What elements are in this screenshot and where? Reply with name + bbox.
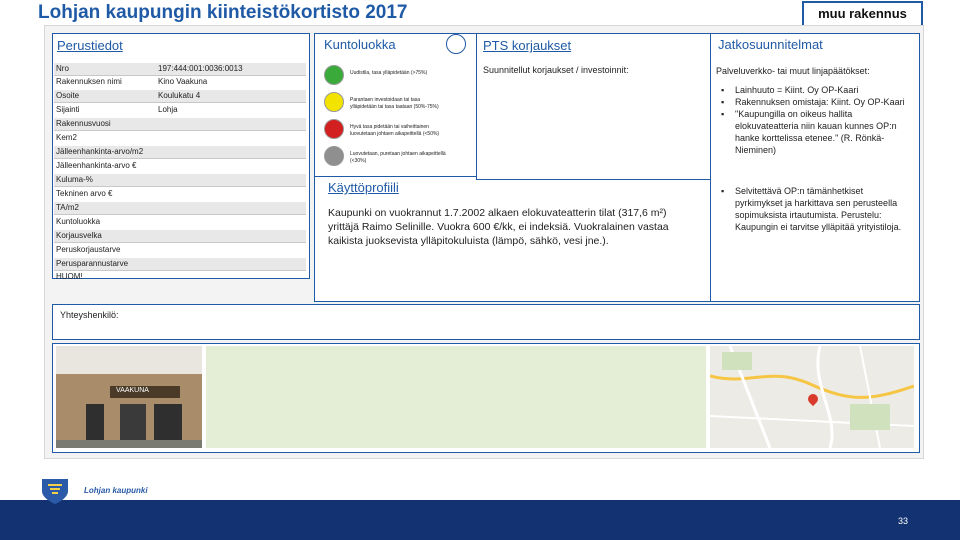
info-key: Jälleenhankinta-arvo €	[56, 161, 137, 170]
footer-bar	[0, 500, 960, 540]
condition-dot-icon	[324, 65, 344, 85]
repairs-heading: PTS korjaukset	[483, 38, 572, 53]
info-row	[54, 160, 306, 172]
plans-list	[719, 84, 905, 156]
page-title: Lohjan kaupungin kiinteistökortisto 2017	[38, 2, 408, 23]
condition-legend-text: Hyvä tasa pidetään tai vaiheittainen luovutetaan johtaen aikapeittellä (<50%)	[350, 124, 440, 137]
info-row	[54, 174, 306, 187]
usage-heading: Käyttöprofiili	[328, 180, 399, 195]
category-tag: muu rakennus	[802, 1, 923, 27]
info-value: Lohja	[158, 105, 178, 114]
info-row	[54, 118, 306, 131]
info-key: Osoite	[56, 91, 80, 100]
contact-box	[52, 304, 920, 340]
info-row	[54, 244, 306, 256]
info-key: Rakennusvuosi	[56, 119, 111, 128]
condition-legend-text: Luovutetaan, puretaan johtaen aikapeittellä (<30%)	[350, 151, 446, 164]
info-row	[54, 216, 306, 228]
condition-legend-text: Parantaen investoidaan tai tasa ylläpidetään tai tasa taataan (50%-75%)	[350, 97, 439, 110]
location-map[interactable]	[710, 346, 914, 448]
info-row	[54, 188, 306, 200]
condition-legend-text: Uudistila, tasa ylläpidetään (>75%)	[350, 70, 428, 76]
info-value: 197:444:001:0036:0013	[158, 64, 243, 73]
plans-bullet: ▪ Rakennuksen omistaja: Kiint. Oy OP-Kaari	[719, 96, 905, 108]
condition-heading: Kuntoluokka	[324, 37, 396, 52]
info-key: Korjausvelka	[56, 231, 102, 240]
info-key: Peruskorjaustarve	[56, 245, 121, 254]
plans-list-2	[719, 185, 905, 233]
info-key: TA/m2	[56, 203, 79, 212]
condition-dot-icon	[324, 92, 344, 112]
info-row	[54, 146, 306, 159]
info-row	[54, 230, 306, 243]
info-value: Kino Vaakuna	[158, 77, 208, 86]
basic-info-heading: Perustiedot	[57, 38, 123, 53]
plans-bullet: ▪ Selvitettävä OP:n tämänhetkiset pyrkimykset ja harkittava sen perusteella sopimuksista irtautumista. Perustelu: Kaupungin ei tarvitse ylläpitää yrityistiloja.	[719, 185, 905, 233]
info-row	[54, 132, 306, 144]
info-key: Kem2	[56, 133, 77, 142]
contact-label: Yhteyshenkilö:	[60, 310, 119, 320]
condition-indicator-icon	[446, 34, 466, 54]
condition-dot-icon	[324, 119, 344, 139]
plans-bullet: ▪ Lainhuuto = Kiint. Oy OP-Kaari	[719, 84, 905, 96]
building-sign: VAAKUNA	[116, 387, 149, 394]
footer-logo-text: Lohjan kaupunki	[84, 486, 148, 495]
info-key: Perusparannustarve	[56, 259, 129, 268]
condition-dot-icon	[324, 146, 344, 166]
info-row	[54, 104, 306, 116]
info-row	[54, 90, 306, 103]
info-key: Nro	[56, 64, 69, 73]
info-row	[54, 63, 306, 76]
note-label: HUOM!	[56, 272, 83, 281]
info-key: Sijainti	[56, 105, 80, 114]
plans-heading: Jatkosuunnitelmat	[718, 37, 823, 52]
building-photo	[56, 346, 202, 448]
info-key: Jälleenhankinta-arvo/m2	[56, 147, 144, 156]
info-key: Kuluma-%	[56, 175, 93, 184]
repairs-text: Suunnitellut korjaukset / investoinnit:	[483, 65, 629, 75]
info-value: Koulukatu 4	[158, 91, 201, 100]
info-key: Rakennuksen nimi	[56, 77, 122, 86]
usage-text: Kaupunki on vuokrannut 1.7.2002 alkaen elokuvateatterin tilat (317,6 m²) yrittäjä Raimo Selinille. Vuokra 600 €/kk, ei indeksiä. Vuokralainen vastaa kaikista juoksevista ylläpitokuluista (lämpö, sähkö, vesi jne.).	[328, 207, 669, 247]
info-row	[54, 202, 306, 215]
info-key: Tekninen arvo €	[56, 189, 113, 198]
info-row	[54, 258, 306, 271]
info-row	[54, 76, 306, 88]
plans-bullet: ▪ "Kaupungilla on oikeus hallita elokuvateatteria niin kauan kunnes OP:n hanke korttelissa etenee." (R. Rönkä-Nieminen)	[719, 108, 905, 156]
city-crest-icon	[40, 477, 70, 505]
plans-intro: Palveluverkko- tai muut linjapäätökset:	[716, 66, 870, 76]
info-key: Kuntoluokka	[56, 217, 101, 226]
blank-image-area	[206, 346, 706, 448]
page-number: 33	[898, 516, 909, 526]
repairs-box	[476, 33, 712, 180]
